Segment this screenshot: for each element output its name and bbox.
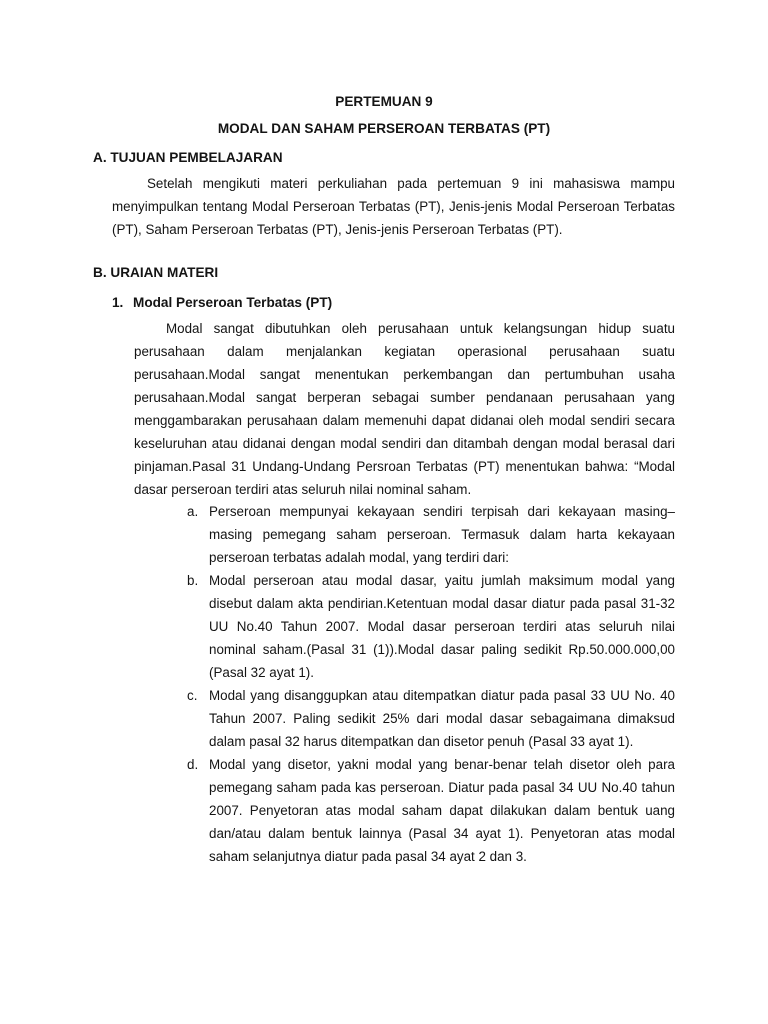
subsection-1-heading [112,295,332,310]
list-item-text: Modal perseroan atau modal dasar, yaitu jumlah maksimum modal yang disebut dalam akta pendirian.Ketentuan modal dasar diatur pada pasal 31-32 UU No.40 Tahun 2007. Modal dasar perseroan terdiri atas seluruh nilai nominal saham.(Pasal 31 (1)).Modal dasar paling sedikit Rp.50.000.000,00 (Pasal 32 ayat 1). [209,573,675,680]
subsection-1-number: 1. [112,295,124,310]
list-item [181,569,675,684]
document-subtitle: MODAL DAN SAHAM PERSEROAN TERBATAS (PT) [217,121,551,136]
section-a-heading: A. TUJUAN PEMBELAJARAN [93,150,283,165]
document-title: PERTEMUAN 9 [335,94,433,109]
subsection-1-title: Modal Perseroan Terbatas (PT) [133,295,333,310]
list-item [181,753,675,868]
modal-list [181,500,675,868]
list-item-text: Perseroan mempunyai kekayaan sendiri terpisah dari kekayaan masing–masing pemegang saham perseroan. Termasuk dalam harta kekayaan perseroan terbatas adalah modal, yang terdiri dari: [209,504,675,565]
list-item-letter: a. [187,504,199,519]
list-item-text: Modal yang disanggupkan atau ditempatkan diatur pada pasal 33 UU No. 40 Tahun 2007. Paling sedikit 25% dari modal dasar sebagaimana dimaksud dalam pasal 32 harus ditempatkan dan disetor penuh (Pasal 33 ayat 1). [209,688,675,749]
list-item-letter: b. [187,573,199,588]
list-item-text: Modal yang disetor, yakni modal yang benar-benar telah disetor oleh para pemegang saham pada kas perseroan. Diatur pada pasal 34 UU No.40 tahun 2007. Penyetoran atas modal saham dapat dilakukan dalam bentuk uang dan/atau dalam bentuk lainnya (Pasal 34 ayat 1). Penyetoran atas modal saham selanjutnya diatur pada pasal 34 ayat 2 dan 3. [209,757,675,864]
section-b-heading: B. URAIAN MATERI [93,265,219,280]
list-item [181,684,675,753]
list-item-letter: c. [187,688,198,703]
section-a-paragraph: Setelah mengikuti materi perkuliahan pada pertemuan 9 ini mahasiswa mampu menyimpulkan tentang Modal Perseroan Terbatas (PT), Jenis-jenis Modal Perseroan Terbatas (PT), Saham Perseroan Terbatas (PT), Jenis-jenis Perseroan Terbatas (PT). [112,176,675,237]
subsection-1-paragraph: Modal sangat dibutuhkan oleh perusahaan untuk kelangsungan hidup suatu perusahaan dalam menjalankan kegiatan operasional perusahaan suatu perusahaan.Modal sangat menentukan perkembangan dan pertumbuhan usaha perusahaan.Modal sangat berperan sebagai sumber pendanaan perusahaan yang menggambarakan perusahaan dalam memenuhi dapat didanai oleh modal sendiri secara keseluruhan atau didanai dengan modal sendiri dan ditambah dengan modal berasal dari pinjaman.Pasal 31 Undang-Undang Persroan Terbatas (PT) menentukan bahwa: “Modal dasar perseroan terdiri atas seluruh nilai nominal saham. [134,321,675,497]
list-item-letter: d. [187,757,199,772]
list-item [181,500,675,569]
